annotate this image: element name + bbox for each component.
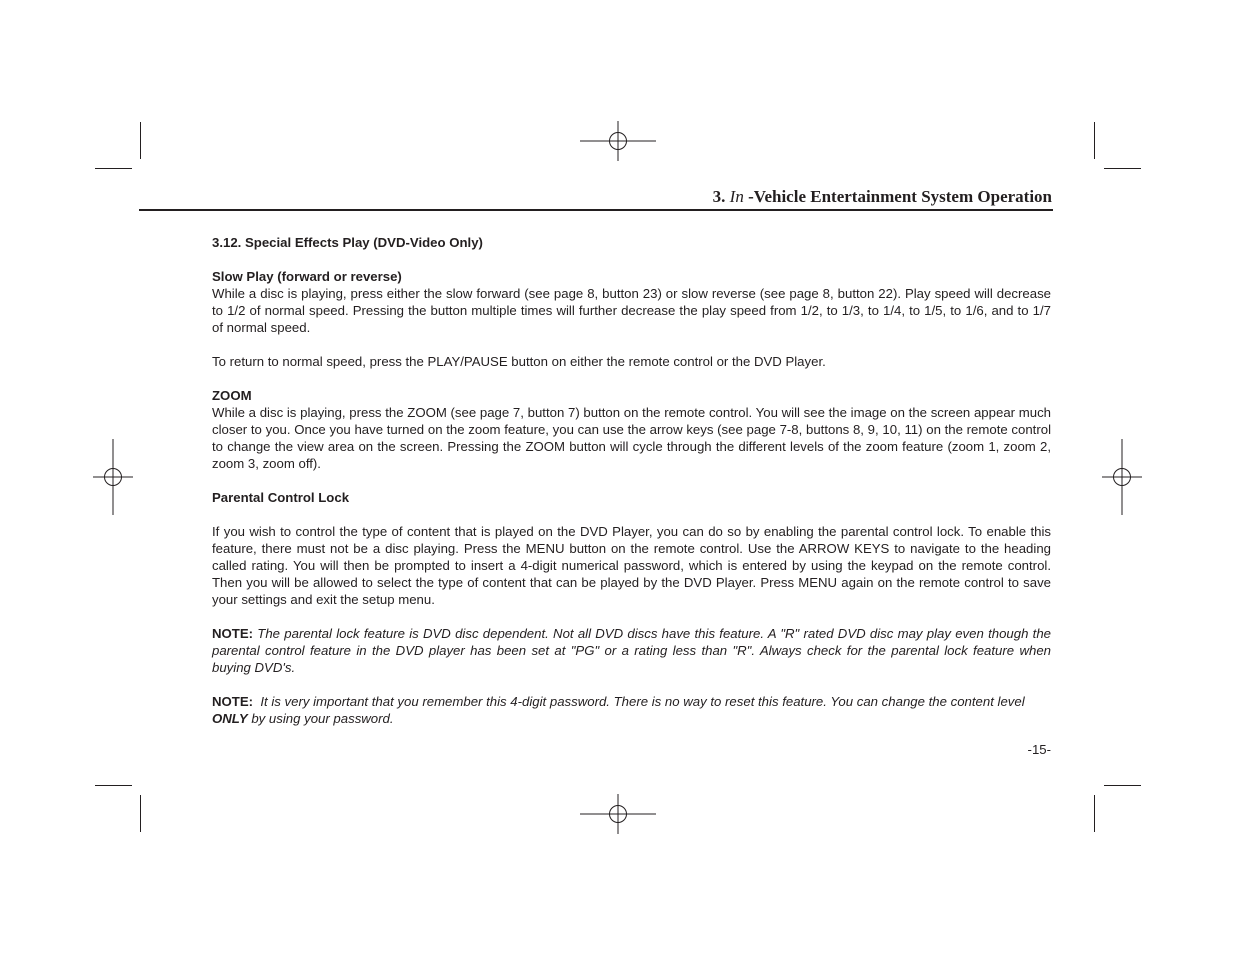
crop-mark-top-right-vertical [1094, 122, 1095, 159]
chapter-number: 3 [712, 187, 722, 206]
note-1 [212, 625, 1051, 676]
note-1-label: NOTE: [212, 626, 254, 641]
parental-body: If you wish to control the type of content that is played on the DVD Player, you can do so by enabling the parental control lock. To enable this feature, there must not be a disc playing. Press the MENU button on the remote control. Use the ARROW KEYS to navigate to the heading called rating. You will then be prompted to insert a 4-digit numerical password, which is entered by using the keypad on the remote control. Then you will be allowed to select the type of content that can be played by the DVD Player. Press MENU again on the remote control to save your settings and exit the setup menu. [212, 524, 1051, 607]
zoom-body: While a disc is playing, press the ZOOM (see page 7, button 7) button on the remote control. You will see the image on the screen appear much closer to you. Once you have turned on the zoom feature, you can use the arrow keys (see page 7-8, buttons 8, 9, 10, 11) on the remote control to change the view area on the screen. Pressing the ZOOM button will cycle through the different levels of the zoom feature (zoom 1, zoom 2, zoom 3, zoom off). [212, 405, 1051, 471]
slow-play-return: To return to normal speed, press the PLAY/PAUSE button on either the remote control or the DVD Player. [212, 354, 826, 369]
header-rule [139, 209, 1053, 211]
registration-mark-top-icon [580, 121, 656, 161]
slow-play-body: While a disc is playing, press either the slow forward (see page 8, button 23) or slow reverse (see page 8, button 22). Play speed will decrease to 1/2 of normal speed. Pressing the button multiple times will further decrease the play speed from 1/2, to 1/3, to 1/4, to 1/5, to 1/6, and to 1/7 of normal speed. [212, 286, 1051, 335]
crop-mark-bottom-left-horizontal [95, 785, 132, 786]
note-2-text-end: by using your password. [251, 711, 394, 726]
crop-mark-bottom-right-horizontal [1104, 785, 1141, 786]
registration-mark-bottom-icon [580, 794, 656, 834]
note-2-emphasis: ONLY [212, 711, 248, 726]
parental-heading: Parental Control Lock [212, 490, 350, 505]
crop-mark-top-right-horizontal [1104, 168, 1141, 169]
crop-mark-top-left-vertical [140, 122, 141, 159]
registration-mark-right-icon [1102, 439, 1142, 515]
crop-mark-bottom-left-vertical [140, 795, 141, 832]
page-body [212, 234, 1051, 727]
slow-play-heading: Slow Play (forward or reverse) [212, 269, 402, 284]
zoom-heading: ZOOM [212, 388, 252, 403]
running-header: 3. In -Vehicle Entertainment System Operation [712, 187, 1052, 206]
chapter-title: -Vehicle Entertainment System Operation [748, 187, 1052, 206]
section-title: 3.12. Special Effects Play (DVD-Video Only) [212, 235, 483, 250]
crop-mark-bottom-right-vertical [1094, 795, 1095, 832]
note-2-label: NOTE: [212, 694, 254, 709]
page-number: -15- [1027, 742, 1051, 757]
note-1-text: The parental lock feature is DVD disc dependent. Not all DVD discs have this feature. A "R" rated DVD disc may play even though the parental control feature in the DVD player has been set at "PG" or a rating less than "R". Always check for the parental lock feature when buying DVD's. [212, 626, 1051, 675]
crop-mark-top-left-horizontal [95, 168, 132, 169]
note-2-text: It is very important that you remember this 4-digit password. There is no way to reset this feature. You can change the content level [260, 694, 1025, 709]
chapter-title-in: In [729, 187, 744, 206]
registration-mark-left-icon [93, 439, 133, 515]
note-2 [212, 693, 1051, 727]
